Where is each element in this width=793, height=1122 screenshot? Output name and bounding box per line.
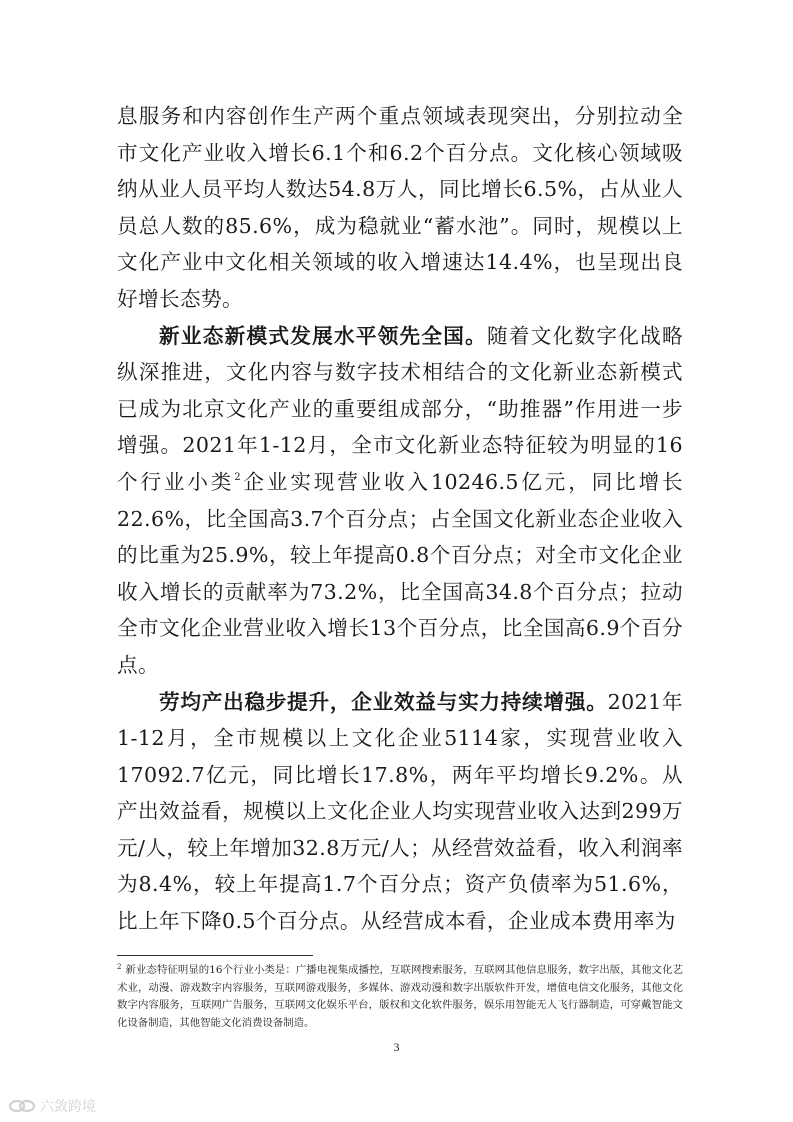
paragraph-3 bbox=[117, 684, 683, 940]
paragraph-2-lead: 新业态新模式发展水平领先全国。 bbox=[159, 323, 488, 348]
paragraph-1 bbox=[117, 98, 683, 318]
paragraph-2-text-a: 随着文化数字化战略纵深推进，文化内容与数字技术相结合的文化新业态新模式已成为北京文化产业的重要组成部分，“助推器”作用进一步增强。2021年1-12月，全市文化新业态特征较为明显的16个行业小类 bbox=[117, 323, 683, 494]
footnote-text: 新业态特征明显的16个行业小类是：广播电视集成播控，互联网搜索服务，互联网其他信息服务，数字出版，其他文化艺术业，动漫、游戏数字内容服务，互联网游戏服务，多媒体、游戏动漫和数字出版软件开发，增值电信文化服务，其他文化数字内容服务，互联网广告服务，互联网文化娱乐平台，版权和文化软件服务，娱乐用智能无人飞行器制造，可穿戴智能文化设备制造，其他智能文化消费设备制造。 bbox=[117, 964, 683, 1029]
footnote bbox=[117, 962, 683, 1032]
paragraph-1-text: 息服务和内容创作生产两个重点领域表现突出，分别拉动全市文化产业收入增长6.1个和6.2个百分点。文化核心领域吸纳从业人员平均人数达54.8万人，同比增长6.5%，占从业人员总人数的85.6%，成为稳就业“蓄水池”。同时，规模以上文化产业中文化相关领域的收入增速达14.4%，也呈现出良好增长态势。 bbox=[117, 104, 683, 311]
paragraph-3-text: 2021年1-12月，全市规模以上文化企业5114家，实现营业收入17092.7亿元，同比增长17.8%，两年平均增长9.2%。从产出效益看，规模以上文化企业人均实现营业收入达到299万元/人，较上年增加32.8万元/人；从经营效益看，收入利润率为8.4%，较上年提高1.7个百分点；资产负债率为51.6%，比上年下降0.5个百分点。从经营成本看，企业成本费用率为 bbox=[117, 689, 683, 934]
paragraph-2 bbox=[117, 318, 683, 684]
paragraph-3-lead: 劳均产出稳步提升，企业效益与实力持续增强。 bbox=[159, 689, 608, 714]
footnote-marker: 2 bbox=[117, 963, 122, 971]
page-number: 3 bbox=[393, 1040, 400, 1054]
chain-link-logo-icon bbox=[8, 1097, 36, 1115]
footnote-reference[interactable]: 2 bbox=[234, 471, 241, 483]
footnote-divider bbox=[117, 955, 313, 956]
watermark bbox=[8, 1096, 96, 1116]
watermark-text: 六敛跨境 bbox=[40, 1099, 96, 1115]
body-text bbox=[117, 98, 683, 940]
paragraph-2-text-b: 企业实现营业收入10246.5亿元，同比增长22.6%，比全国高3.7个百分点；占全国文化新业态企业收入的比重为25.9%，较上年提高0.8个百分点；对全市文化企业收入增长的贡献率为73.2%，比全国高34.8个百分点；拉动全市文化企业营业收入增长13个百分点，比全国高6.9个百分点。 bbox=[117, 469, 684, 677]
